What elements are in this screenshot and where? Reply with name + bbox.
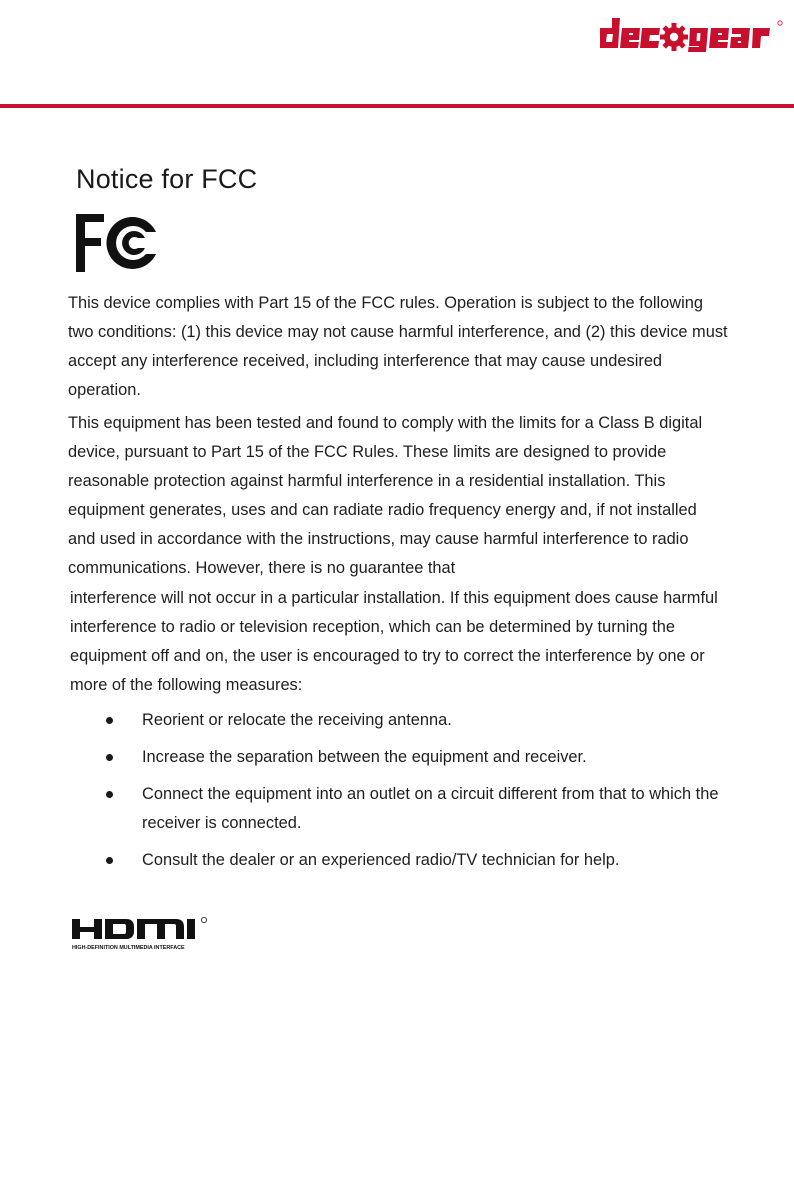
class-b-paragraph: This equipment has been tested and found to comply with the limits for a Class B digital device, pursuant to Part 15 of the FCC Rules. These limits are designed to provide reasonable protection against harmful interference in a residential installation. This equipment generates, uses and can radiate radio frequency energy and, if not installed and used in accordance with the instructions, may cause harmful interference to radio communications. However, there is no guarantee that xyxy=(68,414,703,577)
list-item xyxy=(70,706,730,735)
bullet-icon xyxy=(106,857,113,864)
compliance-paragraph: This device complies with Part 15 of the FCC rules. Operation is subject to the following two conditions: (1) this device may not cause harmful interference, and (2) this device must accept any interference received, including interference that may cause undesired operation. xyxy=(68,294,728,399)
hdmi-logo xyxy=(72,916,212,954)
bullet-icon xyxy=(106,717,113,724)
list-item xyxy=(70,743,730,772)
list-item-text: Increase the separation between the equipment and receiver. xyxy=(142,748,587,766)
list-item-text: Reorient or relocate the receiving antenna. xyxy=(142,711,452,729)
list-item-text: Consult the dealer or an experienced radio/TV technician for help. xyxy=(142,851,620,869)
fcc-logo xyxy=(74,212,160,274)
list-item-text: Connect the equipment into an outlet on a circuit different from that to which the receiver is connected. xyxy=(142,785,719,832)
bullet-icon xyxy=(106,754,113,761)
hdmi-subtitle: HIGH-DEFINITION MULTIMEDIA INTERFACE xyxy=(72,945,185,951)
list-item xyxy=(70,846,730,875)
page-title: Notice for FCC xyxy=(76,164,258,194)
interference-paragraph: interference will not occur in a particular installation. If this equipment does cause harmful interference to radio or television reception, which can be determined by turning the equipment off and on, the user is encouraged to try to correct the interference by one or more of the following measures: xyxy=(70,589,718,694)
list-item xyxy=(70,780,730,838)
bullet-icon xyxy=(106,791,113,798)
header-rule xyxy=(0,104,794,108)
gear-icon xyxy=(660,23,688,51)
measures-list xyxy=(70,706,730,883)
deco-gear-logo xyxy=(598,14,788,54)
